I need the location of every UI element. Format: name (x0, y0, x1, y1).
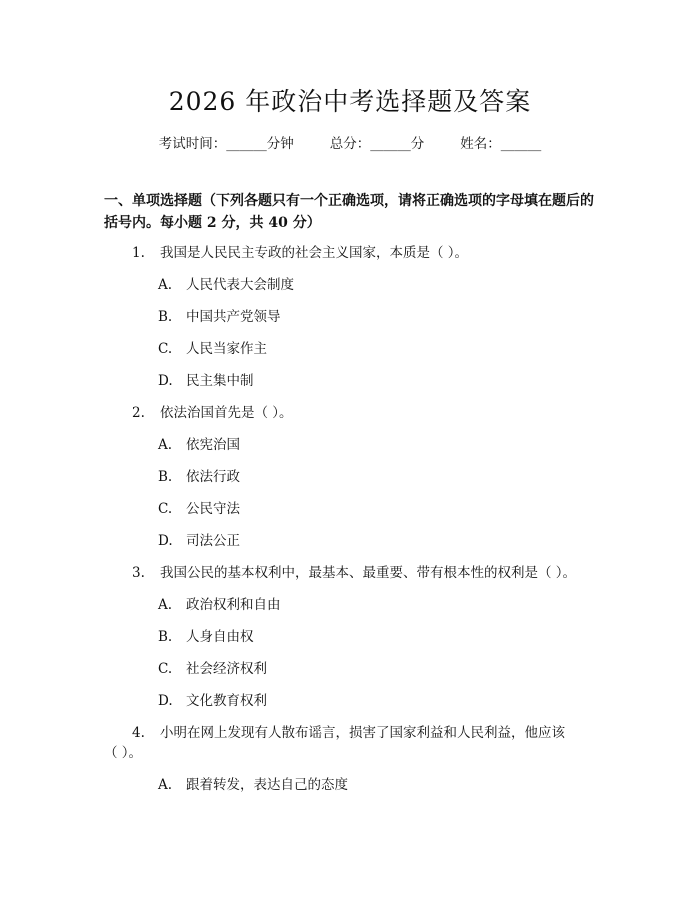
option-3c (158, 659, 267, 679)
option-text: 人民当家作主 (186, 341, 267, 357)
question-text: 小明在网上发现有人散布谣言，损害了国家利益和人民利益，他应该 (160, 725, 565, 741)
option-3d (158, 691, 267, 711)
total-score-field (330, 132, 425, 152)
option-2d (158, 531, 240, 551)
question-text: 依法治国首先是（ ）。 (160, 405, 293, 421)
option-text: 公民守法 (186, 501, 240, 517)
option-letter: B. (158, 629, 173, 645)
option-2a (158, 435, 240, 455)
option-1a (158, 275, 294, 295)
exam-time-blank: ______ (226, 136, 267, 152)
exam-time-label: 考试时间： (158, 136, 227, 152)
option-letter: A. (158, 777, 173, 793)
option-text: 政治权利和自由 (186, 597, 281, 613)
student-name-label: 姓名： (460, 136, 501, 152)
option-text: 依法行政 (186, 469, 240, 485)
option-text: 民主集中制 (186, 373, 254, 389)
question-number: 3. (132, 565, 145, 581)
exam-time-unit: 分钟 (266, 136, 294, 152)
question-number: 4. (132, 725, 145, 741)
option-1d (158, 371, 254, 391)
option-letter: C. (158, 341, 173, 357)
question-4 (132, 723, 565, 743)
option-letter: D. (158, 693, 173, 709)
question-number: 2. (132, 405, 145, 421)
option-letter: A. (158, 437, 173, 453)
option-letter: A. (158, 277, 173, 293)
option-3a (158, 595, 281, 615)
option-1c (158, 339, 267, 359)
option-4a (158, 775, 348, 795)
total-score-unit: 分 (410, 136, 425, 152)
option-text: 跟着转发，表达自己的态度 (186, 777, 348, 793)
option-letter: B. (158, 309, 173, 325)
option-letter: A. (158, 597, 173, 613)
question-text: 我国公民的基本权利中，最基本、最重要、带有根本性的权利是（ ）。 (160, 565, 577, 581)
exam-time-field (159, 132, 294, 152)
option-letter: C. (158, 501, 173, 517)
question-3 (132, 563, 576, 583)
option-text: 社会经济权利 (186, 661, 267, 677)
total-score-blank: ______ (370, 136, 411, 152)
option-text: 中国共产党领导 (186, 309, 281, 325)
option-text: 人身自由权 (186, 629, 254, 645)
student-name-field (460, 132, 541, 152)
option-2c (158, 499, 240, 519)
option-letter: D. (158, 533, 173, 549)
option-letter: C. (158, 661, 173, 677)
option-text: 人民代表大会制度 (186, 277, 294, 293)
question-2 (132, 403, 293, 423)
section-heading: 一、单项选择题（下列各题只有一个正确选项，请将正确选项的字母填在题后的括号内。每小题 2 分，共 40 分） (104, 193, 594, 231)
exam-meta (0, 132, 700, 152)
student-name-blank: ______ (500, 136, 542, 152)
option-text: 文化教育权利 (186, 693, 267, 709)
option-2b (158, 467, 240, 487)
option-1b (158, 307, 281, 327)
option-text: 司法公正 (186, 533, 240, 549)
question-1 (132, 243, 468, 263)
question-4-continuation: （ ）。 (104, 745, 143, 761)
option-text: 依宪治国 (186, 437, 240, 453)
option-3b (158, 627, 254, 647)
option-letter: B. (158, 469, 173, 485)
question-number: 1. (132, 245, 145, 261)
question-text: 我国是人民民主专政的社会主义国家，本质是（ ）。 (160, 245, 469, 261)
option-letter: D. (158, 373, 173, 389)
page-title: 2026 年政治中考选择题及答案 (168, 87, 532, 116)
total-score-label: 总分： (329, 136, 371, 152)
